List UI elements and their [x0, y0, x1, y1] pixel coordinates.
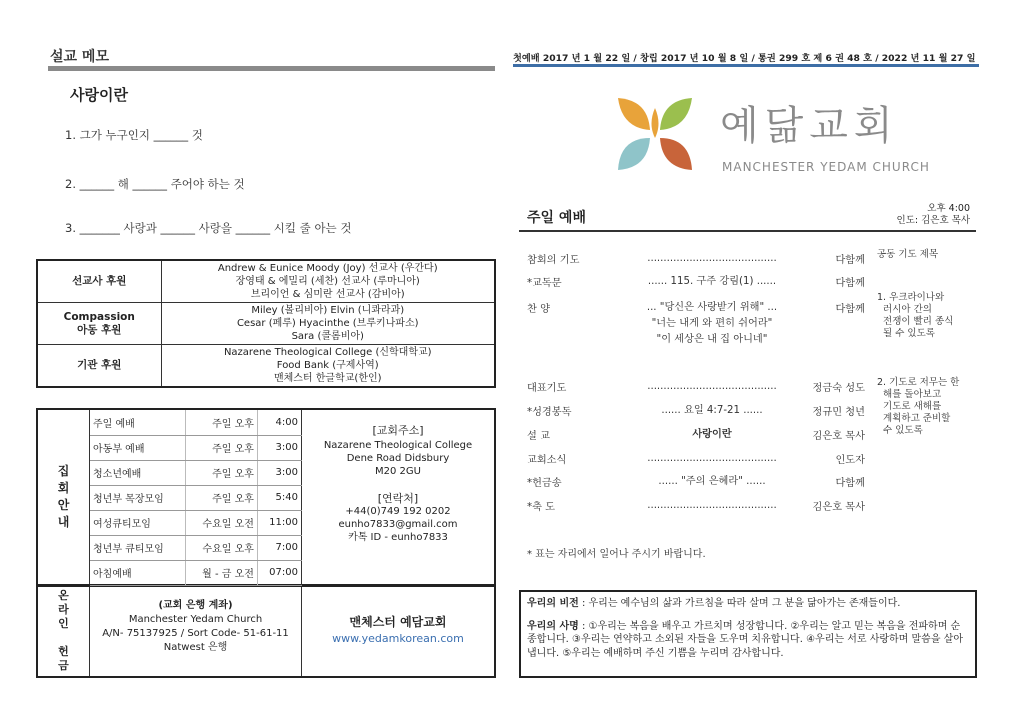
vision-label: 우리의 비전 — [527, 598, 579, 609]
vision-statement — [527, 597, 969, 611]
order-content: ...... "주의 은혜라" ...... — [658, 476, 766, 487]
support-line: Food Bank (구제사역) — [276, 360, 379, 371]
order-name: *성경봉독 — [527, 407, 572, 418]
schedule-name: 청년부 목장모임 — [90, 485, 185, 510]
address-line: Nazarene Theological College — [323, 440, 473, 451]
bulletin-date-header: 첫예배 2017 년 1 월 22 일 / 창립 2017 년 10 월 8 일 / 통권 299 호 제 6 권 48 호 / 2022 년 11 월 27 일 — [513, 53, 976, 64]
schedule-day: 주일 오후 — [185, 435, 257, 460]
support-detail — [161, 260, 495, 303]
support-line: 브리이언 & 심미란 선교사 (감비아) — [250, 289, 405, 300]
order-name: 설 교 — [527, 431, 550, 442]
order-content: 사랑이란 — [692, 429, 732, 440]
order-name: 교회소식 — [527, 455, 567, 466]
order-leader: 정규민 청년 — [812, 407, 865, 418]
memo-line-1: 1. 그가 누구인지 ______ 것 — [65, 128, 203, 142]
gathering-info — [36, 408, 496, 586]
support-line: Miley (볼리비아) Elvin (니콰라과) — [251, 305, 405, 316]
schedule-name: 청년부 큐티모임 — [90, 535, 185, 560]
schedule-time: 7:00 — [257, 535, 301, 560]
schedule-name: 아동부 예배 — [90, 435, 185, 460]
worship-title: 주일 예배 — [527, 210, 586, 226]
support-line: Nazarene Theological College (신학대학교) — [223, 347, 432, 358]
online-offering — [36, 586, 496, 678]
bank-line: Manchester Yedam Church — [128, 614, 263, 625]
worship-time — [870, 203, 970, 227]
support-label: 선교사 후원 — [37, 260, 161, 303]
schedule-time: 4:00 — [257, 410, 301, 435]
schedule-row — [90, 410, 302, 435]
sermon-memo-header: 설교 메모 — [50, 49, 109, 65]
schedule-day: 주일 오후 — [185, 410, 257, 435]
church-address — [303, 424, 493, 544]
address-line: M20 2GU — [375, 466, 421, 477]
support-line: Andrew & Eunice Moody (Joy) 선교사 (우간다) — [217, 263, 438, 274]
schedule-name: 여성큐티모임 — [90, 510, 185, 535]
order-name: *교독문 — [527, 278, 562, 289]
support-table — [36, 259, 496, 388]
address-title: [교회주소] — [372, 424, 424, 437]
church-name: 맨체스터 예담교회 — [349, 615, 447, 629]
stand-note: * 표는 자리에서 일어나 주시기 바랍니다. — [527, 549, 706, 560]
prayer-item-1: 1. 우크라이나와 러시아 간의 전쟁이 빨리 종식 될 수 있도록 — [877, 292, 954, 339]
schedule-time: 07:00 — [257, 560, 301, 585]
mission-text: : ①우리는 복음을 배우고 가르치며 성장합니다. ②우리는 알고 믿는 복음을 전파하며 순종합니다. ③우리는 연약하고 소외된 자들을 도우며 치유합니다. ④우리는 서로 사랑하며 말씀을 살아냅니다. ⑤우리는 예배하며 주신 기쁨을 누리며 감사합니다. — [527, 620, 963, 659]
order-content: ........................................ — [647, 381, 777, 392]
support-row-institution — [37, 345, 495, 388]
schedule-row — [90, 560, 302, 585]
support-label: Compassion 아동 후원 — [37, 303, 161, 345]
contact-kakao: 카톡 ID - eunho7833 — [348, 532, 448, 543]
gathering-label: 집 회 안 내 — [38, 410, 90, 584]
schedule-row — [90, 460, 302, 485]
schedule-name: 아침예배 — [90, 560, 185, 585]
support-detail — [161, 345, 495, 388]
order-content: ........................................ — [647, 500, 777, 511]
schedule-name: 청소년예배 — [90, 460, 185, 485]
support-line: 맨체스터 한글학교(한인) — [273, 373, 382, 384]
support-row-missionary — [37, 260, 495, 303]
order-leader: 인도자 — [835, 455, 865, 466]
bank-line: Natwest 은행 — [163, 642, 228, 653]
right-header-divider — [513, 64, 979, 67]
contact-phone: +44(0)749 192 0202 — [345, 506, 451, 517]
contact-email: eunho7833@gmail.com — [338, 519, 458, 530]
left-header-divider — [48, 66, 495, 71]
worship-start-time: 오후 4:00 — [927, 203, 970, 214]
support-line: Sara (콜롬비아) — [291, 331, 364, 342]
schedule-time: 3:00 — [257, 460, 301, 485]
memo-line-3: 3. _______ 사랑과 ______ 사랑을 ______ 시킬 줄 아는 것 — [65, 221, 352, 235]
bank-title: (교회 은행 계좌) — [158, 600, 233, 611]
order-leader: 김은호 목사 — [812, 502, 865, 513]
schedule-day: 주일 오후 — [185, 460, 257, 485]
prayer-item-2: 2. 기도로 저무는 한 해를 돌아보고 기도로 새해를 계획하고 준비할 수 있도록 — [877, 377, 960, 436]
schedule-time: 3:00 — [257, 435, 301, 460]
order-leader: 정금숙 성도 — [812, 383, 865, 394]
order-name: 참회의 기도 — [527, 255, 580, 266]
order-leader: 다함께 — [835, 304, 865, 315]
schedule-day: 수요일 오후 — [185, 535, 257, 560]
schedule-time: 5:40 — [257, 485, 301, 510]
order-content: ... "당신은 사랑받기 위해" ... "너는 내게 와 편히 쉬어라" "이 세상은 내 집 아니네" — [646, 302, 778, 345]
order-content: ........................................ — [647, 453, 777, 464]
contact-title: [연락처] — [377, 492, 419, 505]
memo-line-2: 2. ______ 해 ______ 주어야 하는 것 — [65, 177, 245, 191]
order-name: 대표기도 — [527, 383, 567, 394]
order-leader: 김은호 목사 — [812, 431, 865, 442]
prayer-title: 공동 기도 제목 — [877, 249, 939, 260]
schedule-row — [90, 435, 302, 460]
church-name-en: MANCHESTER YEDAM CHURCH — [722, 160, 930, 174]
church-url-link[interactable]: www.yedamkorean.com — [332, 632, 464, 645]
support-line: Cesar (페루) Hyacinthe (브루키나파소) — [236, 318, 419, 329]
worship-divider — [519, 230, 976, 232]
order-content: ...... 115. 구주 강림(1) ...... — [647, 276, 777, 287]
bank-account — [90, 587, 302, 676]
bank-line: A/N- 75137925 / Sort Code- 51-61-11 — [102, 628, 289, 639]
order-leader: 다함께 — [835, 478, 865, 489]
order-content: ........................................ — [647, 253, 777, 264]
order-name: *축 도 — [527, 502, 556, 513]
mission-statement — [527, 620, 969, 661]
schedule-row — [90, 510, 302, 535]
sermon-title: 사랑이란 — [70, 86, 128, 104]
schedule-row — [90, 535, 302, 560]
church-leaf-icon — [610, 94, 700, 174]
order-name: *헌금송 — [527, 478, 562, 489]
schedule-day: 월 - 금 오전 — [185, 560, 257, 585]
schedule-day: 수요일 오전 — [185, 510, 257, 535]
support-detail — [161, 303, 495, 345]
worship-leader: 인도: 김은호 목사 — [896, 215, 970, 226]
order-name: 찬 양 — [527, 304, 550, 315]
schedule-table — [90, 410, 302, 586]
order-leader: 다함께 — [835, 278, 865, 289]
support-label: 기관 후원 — [37, 345, 161, 388]
order-content: ...... 요일 4:7-21 ...... — [661, 405, 763, 416]
church-name-ko: 예닮교회 — [720, 103, 899, 149]
online-label: 온 라 인 헌 금 — [38, 587, 90, 676]
support-row-compassion — [37, 303, 495, 345]
vision-mission-box — [519, 590, 977, 678]
schedule-name: 주일 예배 — [90, 410, 185, 435]
address-line: Dene Road Didsbury — [346, 453, 450, 464]
schedule-row — [90, 485, 302, 510]
order-leader: 다함께 — [835, 255, 865, 266]
schedule-day: 주일 오후 — [185, 485, 257, 510]
church-info — [303, 613, 493, 645]
support-line: 장영태 & 에밀리 (세찬) 선교사 (루마니아) — [235, 276, 420, 287]
mission-label: 우리의 사명 — [527, 620, 579, 632]
vision-text: : 우리는 예수님의 삶과 가르침을 따라 살며 그 분을 닮아가는 존재들이다. — [578, 598, 901, 609]
schedule-time: 11:00 — [257, 510, 301, 535]
